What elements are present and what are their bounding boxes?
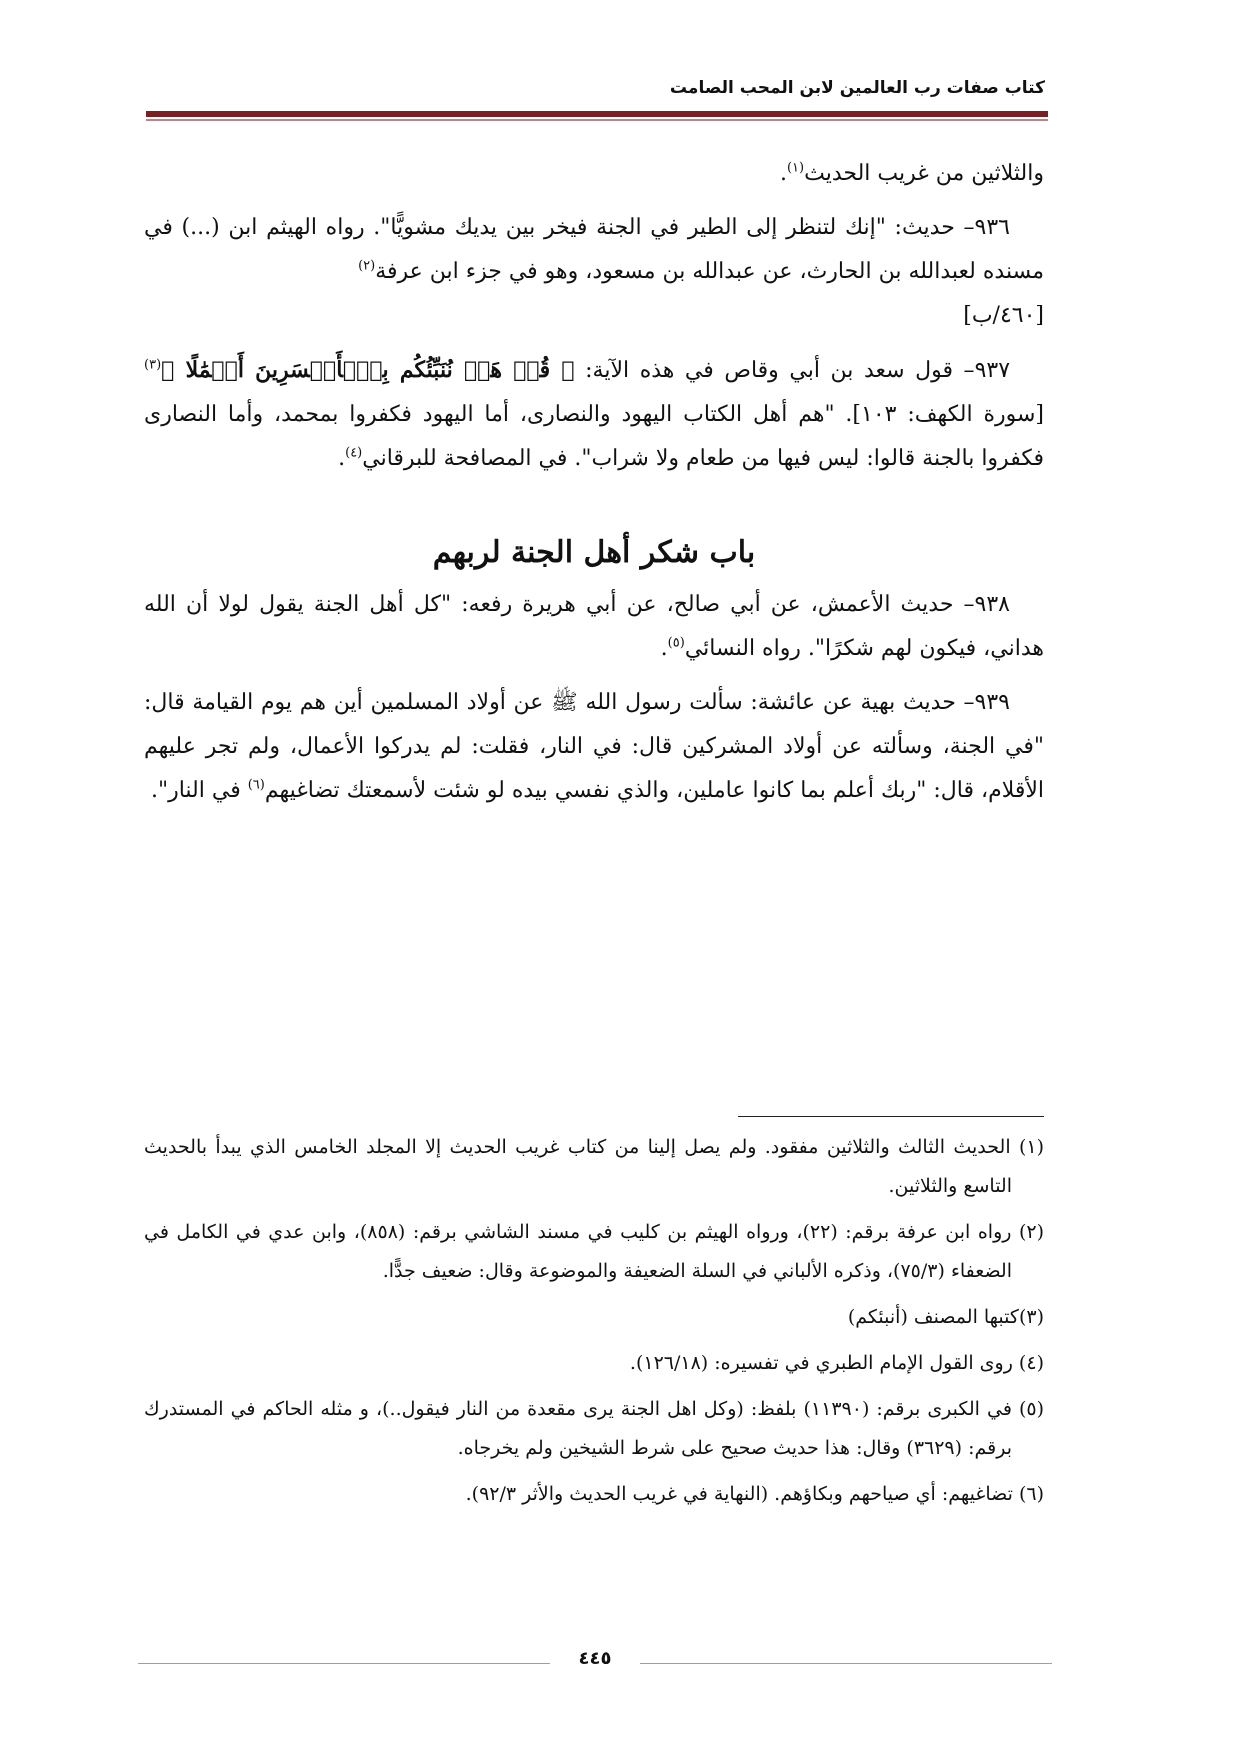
- footnote-ref: (٥): [667, 635, 685, 651]
- footnote-item: (٤) روى القول الإمام الطبري في تفسيره: (١٢٦/١٨).: [629, 1352, 1044, 1374]
- paragraph-continuation: [144, 152, 1044, 196]
- footnote-ref: (٢): [358, 258, 376, 274]
- header-divider: [146, 111, 1048, 117]
- footnote-ref: (٤): [345, 445, 363, 461]
- page-marker: [٤٦٠/ب]: [963, 303, 1044, 328]
- footnote-divider: [738, 1116, 1044, 1117]
- hadith-936: [144, 206, 1044, 338]
- paragraph-text: ٩٣٨– حديث الأعمش، عن أبي صالح، عن أبي هريرة رفعه: "كل أهل الجنة يقول لولا أن الله هداني، فيكون لهم شكرًا". رواه النسائي: [144, 592, 1044, 661]
- main-text: [144, 152, 1044, 813]
- punctuation: .: [338, 446, 346, 471]
- hadith-939: [144, 681, 1044, 813]
- paragraph-text: ٩٣٦– حديث: "إنك لتنظر إلى الطير في الجنة فيخر بين يديك مشويًّا". رواه الهيثم ابن (...) في مسنده لعبدالله بن الحارث، عن عبدالله بن مسعود، وهو في جزء ابن عرفة: [144, 215, 1044, 284]
- footnote-ref: (١): [786, 160, 805, 176]
- footnote-item: (٣)كتبها المصنف (أنبئكم): [847, 1306, 1044, 1328]
- footnote-ref: (٣): [144, 357, 162, 373]
- section-heading: باب شكر أهل الجنة لربهم: [432, 535, 756, 570]
- footnotes: [144, 1128, 1044, 1521]
- book-title: كتاب صفات رب العالمين لابن المحب الصامت: [669, 78, 1045, 98]
- punctuation: .: [660, 636, 668, 661]
- footer-rule-left: [138, 1663, 550, 1664]
- footnote-item: (٢) رواه ابن عرفة برقم: (٢٢)، ورواه الهيثم بن كليب في مسند الشاشي برقم: (٨٥٨)، وابن عدي في الكامل في الضعفاء (٧٥/٣)، وذكره الألباني في السلة الضعيفة والموضوعة وقال: ضعيف جدًّا.: [144, 1221, 1045, 1282]
- quran-verse: ﴿ قُلۡ هَلۡ نُنَبِّئُكُم بِٱلۡأَخۡسَرِينَ أَعۡمَٰلًا ﴾: [161, 357, 575, 383]
- paragraph-text: ٩٣٧– قول سعد بن أبي وقاص في هذه الآية:: [574, 358, 1011, 383]
- footnote-ref: (٦): [247, 777, 265, 793]
- footnote-item: (١) الحديث الثالث والثلاثين مفقود. ولم يصل إلينا من كتاب غريب الحديث إلا المجلد الخامس الذي يبدأ بالحديث التاسع والثلاثين.: [144, 1136, 1044, 1197]
- paragraph-text: في النار".: [150, 778, 248, 803]
- footnote-item: (٦) تضاغيهم: أي صياحهم وبكاؤهم. (النهاية في غريب الحديث والأثر ٩٢/٣).: [465, 1483, 1044, 1505]
- header-divider-thin: [146, 119, 1048, 121]
- hadith-937: [144, 348, 1044, 481]
- paragraph-text: [سورة الكهف: ١٠٣]. "هم أهل الكتاب اليهود والنصارى، أما اليهود فكفروا بمحمد، وأما النصارى فكفروا بالجنة قالوا: ليس فيها من طعام ولا شراب". في المصافحة للبرقاني: [144, 402, 1044, 471]
- footer-rule-right: [640, 1663, 1052, 1664]
- page-number: ٤٤٥: [578, 1648, 612, 1669]
- footnote-item: (٥) في الكبرى برقم: (١١٣٩٠) بلفظ: (وكل اهل الجنة يرى مقعدة من النار فيقول..)، و مثله الحاكم في المستدرك برقم: (٣٦٢٩) وقال: هذا حديث صحيح على شرط الشيخين ولم يخرجاه.: [144, 1398, 1045, 1459]
- punctuation: .: [779, 161, 787, 186]
- hadith-938: [144, 583, 1044, 671]
- paragraph-text: والثلاثين من غريب الحديث: [804, 161, 1044, 186]
- paragraph-text: ٩٣٩– حديث بهية عن عائشة: سألت رسول الله ﷺ عن أولاد المسلمين أين هم يوم القيامة قال: "في الجنة، وسألته عن أولاد المشركين قال: في النار، فقلت: لم يدركوا الأعمال، ولم تجر عليهم الأقلام، قال: "ربك أعلم بما كانوا عاملين، والذي نفسي بيده لو شئت لأسمعتك تضاغيهم: [144, 690, 1044, 803]
